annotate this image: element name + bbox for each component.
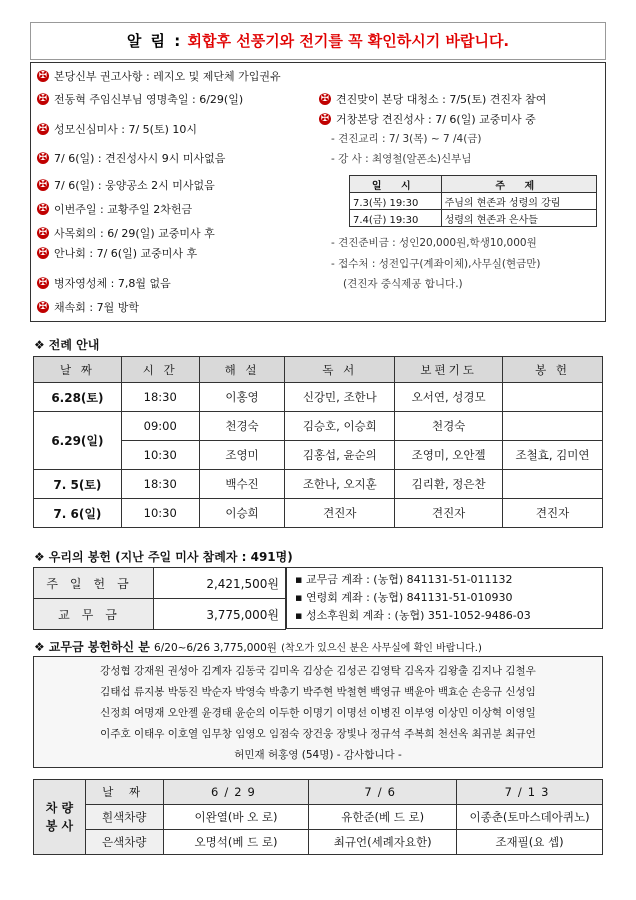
col-commentary: 해 설	[199, 357, 285, 383]
cross-icon: ✠	[38, 301, 48, 312]
diamond-icon: ❖	[34, 640, 45, 654]
lecturer: - 강 사 : 최영철(알폰소)신부님	[331, 153, 472, 165]
col-date: 날 짜	[34, 357, 122, 383]
reception-note: (견진자 중식제공 합니다.)	[343, 278, 463, 290]
notice-item: ✠ 본당신부 권고사항 : 레지오 및 제단체 가입권유	[38, 70, 281, 83]
donor-list	[33, 656, 603, 768]
retreat-fee: - 견진준비금 : 성인20,000원,학생10,000원	[331, 237, 537, 249]
notice-item: ✠ 사목회의 : 6/ 29(일) 교중미사 후	[38, 227, 215, 240]
cross-icon: ✠	[38, 70, 48, 81]
notice-item: ✠ 채속회 : 7월 방학	[38, 301, 139, 314]
table-row: 6.28(토) 18:30 이홍영 신강민, 조한나 오서연, 성경모	[34, 383, 603, 412]
notice-message: 회합후 선풍기와 전기를 꼭 확인하시기 바랍니다.	[187, 32, 510, 50]
diamond-icon: ❖	[34, 338, 45, 352]
col-reading: 독 서	[285, 357, 395, 383]
bank-accounts	[286, 567, 603, 629]
cross-icon: ✠	[320, 113, 330, 124]
notice-item: ✠ 이번주일 : 교황주일 2차헌금	[38, 203, 193, 216]
notice-item: ✠ 견진맞이 본당 대청소 : 7/5(토) 견진자 참여	[320, 93, 547, 106]
cross-icon: ✠	[38, 123, 48, 134]
notice-item: ✠ 7/ 6(일) : 견진성사시 9시 미사없음	[38, 152, 226, 165]
donors-heading: ❖ 교무금 봉헌하신 분 6/20~6/26 3,775,000원 (착오가 있으신 분은 사무실에 확인 바랍니다.)	[34, 640, 482, 654]
cross-icon: ✠	[38, 93, 48, 104]
attendance-note: (지난 주일 미사 참례자 : 491명)	[115, 550, 293, 564]
col-date: 날 짜	[85, 780, 163, 805]
notice-item: ✠ 거창본당 견진성사 : 7/ 6(일) 교중미사 중	[320, 113, 536, 126]
table-row: 7. 6(일) 10:30 이승희 견진자 견진자 견진자	[34, 499, 603, 528]
cross-icon: ✠	[38, 179, 48, 190]
notice-banner	[30, 22, 606, 60]
table-row: 10:30 조영미 김홍섭, 윤순의 조영미, 오안젤 조철효, 김미연	[34, 441, 603, 470]
list-item: 이주호 이태우 이호열 임무창 임영오 임점숙 장건웅 장빛나 정규석 주복희 천선옥 최귀분 최규언	[100, 728, 536, 740]
col-time: 시 간	[121, 357, 199, 383]
liturgy-heading: ❖ 전례 안내	[34, 338, 100, 352]
cross-icon: ✠	[320, 93, 330, 104]
list-item: 허민재 허홍영 (54명) - 감사합니다 -	[234, 749, 402, 761]
table-row: 은색차량 오명석(베 드 로) 최규언(세례자요한) 조재필(요 셉)	[34, 830, 603, 855]
table-row: 교무금 3,775,000원	[34, 599, 286, 630]
notice-item: ✠ 안나회 : 7/ 6(일) 교중미사 후	[38, 247, 198, 260]
table-row: 7.3(목) 19:30 주님의 현존과 성령의 강림	[350, 193, 597, 210]
list-item: 강성협 강재원 권성아 김계자 김동국 김미옥 김상순 김성곤 김영탁 김옥자 김왕출 김지나 김철우	[100, 665, 536, 677]
retreat-schedule-table	[349, 175, 597, 227]
list-item: 김태섭 류지봉 박동진 박순자 박영숙 박총기 박주현 박철현 백영규 백윤아 백효순 손응규 신성임	[100, 686, 536, 698]
notice-item: ✠ 병자영성체 : 7,8월 없음	[38, 277, 171, 290]
col-topic: 주 제	[441, 176, 596, 193]
col-offering: 봉 헌	[503, 357, 603, 383]
table-row: 흰색차량 이완열(바 오 로) 유한준(베 드 로) 이종춘(토마스데아퀴노)	[34, 805, 603, 830]
cross-icon: ✠	[38, 152, 48, 163]
announcements-box	[30, 62, 606, 322]
notice-item: ✠ 전동혁 주임신부님 영명축일 : 6/29(일)	[38, 93, 244, 106]
notice-item: ✠ 성모신심미사 : 7/ 5(토) 10시	[38, 123, 197, 136]
vehicle-service-table: 차 량 봉 사 날 짜 6/29 7/6 7/13 흰색차량 이완열(바 오 로) 유한준(베 드 로) 이종춘(토마스데아퀴노) 은색차량 오명석(베 드 로) 최규언(세례자요한) 조재필(요 셉)	[33, 779, 603, 855]
education-dates: - 견진교리 : 7/ 3(목) ~ 7 /4(금)	[331, 133, 482, 145]
reception: - 접수처 : 성전입구(계좌이체),사무실(현금만)	[331, 258, 541, 270]
cross-icon: ✠	[38, 247, 48, 258]
cross-icon: ✠	[38, 227, 48, 238]
notice-prefix: 알 림 :	[126, 32, 183, 50]
col-when: 일 시	[350, 176, 442, 193]
offering-table	[33, 567, 286, 630]
account-line: ▪ 성소후원회 계좌 : (농협) 351-1052-9486-03	[295, 609, 531, 622]
table-row: 7. 5(토) 18:30 백수진 조한나, 오지훈 김리환, 정은찬	[34, 470, 603, 499]
cross-icon: ✠	[38, 277, 48, 288]
table-row: 7.4(금) 19:30 성령의 현존과 은사들	[350, 210, 597, 227]
col-prayer: 보편기도	[395, 357, 503, 383]
diamond-icon: ❖	[34, 550, 45, 564]
table-row: 6.29(일) 09:00 천경숙 김승호, 이승희 천경숙	[34, 412, 603, 441]
notice-item: ✠ 7/ 6(일) : 웅양공소 2시 미사없음	[38, 179, 215, 192]
account-line: ▪ 연령회 계좌 : (농협) 841131-51-010930	[295, 591, 513, 604]
list-item: 신정희 여명재 오안젤 윤경태 윤순의 이두한 이명기 이명선 이병진 이부영 이상민 이상혁 이영일	[100, 707, 536, 719]
account-line: ▪ 교무금 계좌 : (농협) 841131-51-011132	[295, 573, 513, 586]
vehicle-category: 차 량 봉 사	[34, 780, 86, 855]
cross-icon: ✠	[38, 203, 48, 214]
liturgy-table	[33, 356, 603, 528]
offering-heading: ❖ 우리의 봉헌 (지난 주일 미사 참례자 : 491명)	[34, 550, 293, 564]
table-row: 주일헌금 2,421,500원	[34, 568, 286, 599]
